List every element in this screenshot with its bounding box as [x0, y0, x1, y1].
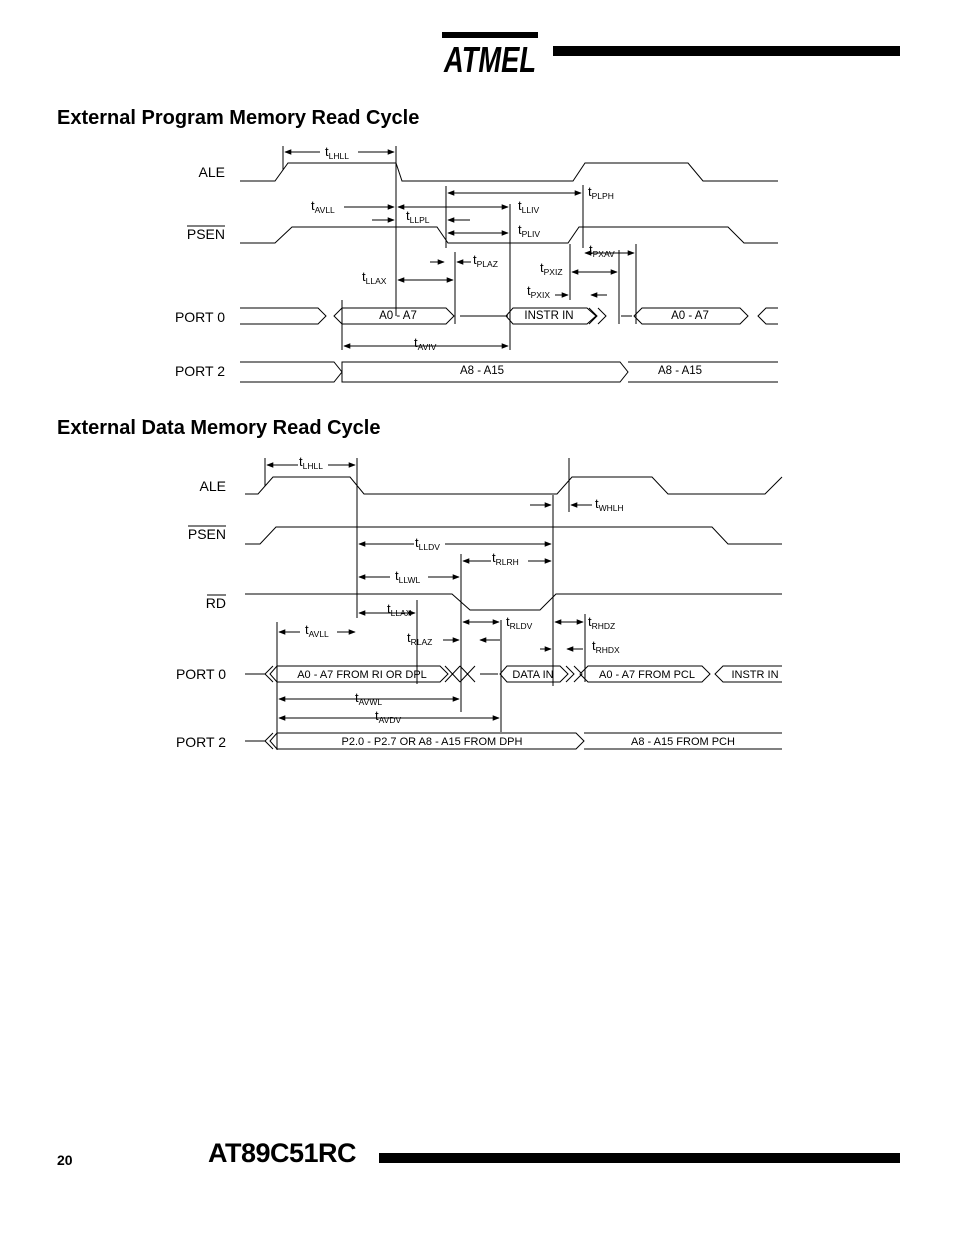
ale-waveform [245, 477, 782, 494]
data-memory-read-timing-diagram [0, 450, 954, 760]
psen-waveform [240, 227, 778, 243]
port0-value: INSTR IN [524, 310, 574, 322]
rd-waveform [245, 594, 782, 610]
ale-waveform [240, 163, 778, 181]
logo-text: ATMEL [443, 39, 536, 80]
signal-label-port0: PORT 0 [174, 309, 225, 325]
port0-value: A0 - A7 FROM PCL [599, 669, 695, 681]
port0-value: A0 - A7 [671, 310, 709, 322]
timing-label-tavwl: $t_{AVWL}$ [355, 690, 383, 707]
timing-label-tavll: $t_{AVLL}$ [311, 198, 335, 215]
timing-label-tpxav: $t_{PXAV}$ [589, 242, 615, 259]
program-memory-read-timing-diagram [0, 140, 954, 390]
timing-label-tllwl: $t_{LLWL}$ [395, 568, 421, 585]
port2-value: P2.0 - P2.7 OR A8 - A15 FROM DPH [341, 736, 523, 748]
timing-label-tavll: $t_{AVLL}$ [305, 622, 329, 639]
timing-reference-lines [283, 146, 636, 350]
port0-value: INSTR IN [731, 669, 779, 681]
timing-label-tllax: $t_{LLAX}$ [362, 269, 387, 286]
atmel-logo [440, 30, 540, 78]
timing-label-tlhll: $t_{LHLL}$ [299, 454, 323, 471]
psen-waveform [245, 527, 782, 544]
signal-label-psen: PSEN [186, 226, 225, 242]
timing-label-tplph: $t_{PLPH}$ [588, 184, 614, 201]
timing-label-tlldv: $t_{LLDV}$ [415, 535, 440, 552]
timing-label-twhlh: $t_{WHLH}$ [595, 496, 624, 513]
timing-label-trhdz: $t_{RHDZ}$ [588, 614, 616, 631]
port2-value: A8 - A15 [459, 365, 505, 377]
timing-label-trhdx: $t_{RHDX}$ [592, 638, 620, 655]
signal-label-psen: PSEN [187, 526, 226, 542]
port0-value: A0 - A7 [379, 310, 417, 322]
timing-reference-lines [265, 458, 585, 750]
timing-label-tlhll: $t_{LHLL}$ [325, 144, 349, 161]
timing-label-trlrh: $t_{RLRH}$ [492, 550, 519, 567]
timing-label-tpxix: $t_{PXIX}$ [527, 283, 550, 300]
port0-value: DATA IN [512, 669, 554, 681]
signal-label-ale: ALE [199, 478, 226, 494]
port2-value: A8 - A15 FROM PCH [631, 736, 735, 748]
signal-label-rd: RD [205, 595, 226, 611]
timing-label-tllax: $t_{LLAX}$ [387, 601, 412, 618]
product-title: AT89C51RC [208, 1138, 357, 1168]
signal-label-port2: PORT 2 [174, 363, 225, 379]
port2-value: A8 - A15 [657, 365, 703, 377]
timing-label-tllpl: $t_{LLPL}$ [406, 208, 430, 225]
timing-label-tpliv: $t_{PLIV}$ [518, 222, 541, 239]
port0-value: A0 - A7 FROM RI OR DPL [297, 669, 427, 681]
timing-label-tplaz: $t_{PLAZ}$ [473, 252, 498, 269]
page-number: 20 [57, 1152, 73, 1168]
header-rule [553, 46, 900, 56]
timing-label-trlaz: $t_{RLAZ}$ [407, 630, 433, 647]
section-title-program-read: External Program Memory Read Cycle [57, 107, 420, 129]
timing-label-taviv: $t_{AVIV}$ [414, 335, 437, 352]
signal-label-ale: ALE [198, 164, 225, 180]
timing-label-trldv: $t_{RLDV}$ [506, 614, 533, 631]
signal-label-port0: PORT 0 [175, 666, 226, 682]
timing-label-tpxiz: $t_{PXIZ}$ [540, 260, 563, 277]
timing-label-tavdv: $t_{AVDV}$ [375, 708, 402, 725]
footer-rule [379, 1153, 900, 1163]
section-title-data-read: External Data Memory Read Cycle [57, 417, 381, 439]
timing-label-tlliv: $t_{LLIV}$ [518, 198, 540, 215]
signal-label-port2: PORT 2 [175, 734, 226, 750]
